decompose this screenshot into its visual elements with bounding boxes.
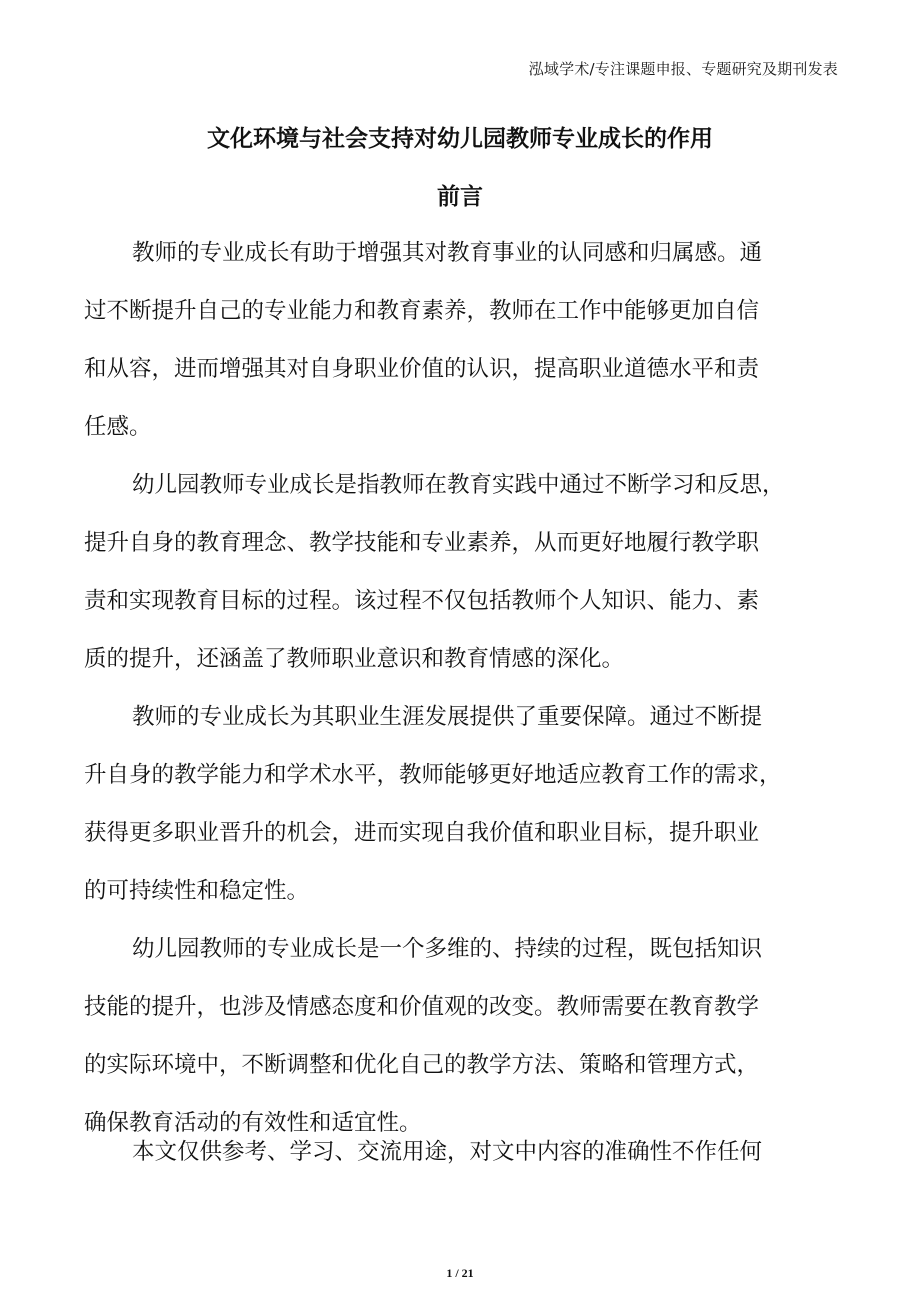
paragraph-line: 教师的专业成长有助于增强其对教育事业的认同感和归属感。通 (132, 240, 763, 266)
paragraph-line: 和从容，进而增强其对自身职业价值的认识，提高职业道德水平和责 (84, 356, 760, 382)
document-title: 文化环境与社会支持对幼儿园教师专业成长的作用 (207, 126, 713, 152)
paragraph-line: 责和实现教育目标的过程。该过程不仅包括教师个人知识、能力、素 (84, 588, 760, 614)
paragraph-line: 教师的专业成长为其职业生涯发展提供了重要保障。通过不断提 (132, 704, 763, 730)
section-title: 前言 (437, 184, 483, 210)
paragraph-line: 本文仅供参考、学习、交流用途，对文中内容的准确性不作任何 (132, 1139, 763, 1165)
paragraph-line: 提升自身的教育理念、教学技能和专业素养，从而更好地履行教学职 (84, 530, 760, 556)
paragraph-line: 幼儿园教师的专业成长是一个多维的、持续的过程，既包括知识 (132, 936, 763, 962)
paragraph-1 (84, 224, 844, 456)
paragraph-4 (84, 920, 844, 1152)
paragraph-line: 幼儿园教师专业成长是指教师在教育实践中通过不断学习和反思， (132, 472, 785, 498)
paragraph-5 (84, 1123, 844, 1181)
paragraph-line: 升自身的教学能力和学术水平，教师能够更好地适应教育工作的需求， (84, 762, 782, 788)
page-number: 1 / 21 (446, 1266, 474, 1280)
paragraph-line: 过不断提升自己的专业能力和教育素养，教师在工作中能够更加自信 (84, 298, 760, 324)
paragraph-line: 技能的提升，也涉及情感态度和价值观的改变。教师需要在教育教学 (84, 994, 760, 1020)
header-text: 泓域学术/专注课题申报、专题研究及期刊发表 (528, 60, 838, 78)
paragraph-line: 质的提升，还涵盖了教师职业意识和教育情感的深化。 (84, 646, 625, 672)
paragraph-line: 的可持续性和稳定性。 (84, 878, 310, 904)
paragraph-line: 确保教育活动的有效性和适宜性。 (84, 1110, 422, 1136)
paragraph-line: 任感。 (84, 414, 152, 440)
paragraph-3 (84, 688, 844, 920)
paragraph-line: 的实际环境中，不断调整和优化自己的教学方法、策略和管理方式， (84, 1052, 760, 1078)
paragraph-line: 获得更多职业晋升的机会，进而实现自我价值和职业目标，提升职业 (84, 820, 760, 846)
paragraph-2 (84, 456, 844, 688)
